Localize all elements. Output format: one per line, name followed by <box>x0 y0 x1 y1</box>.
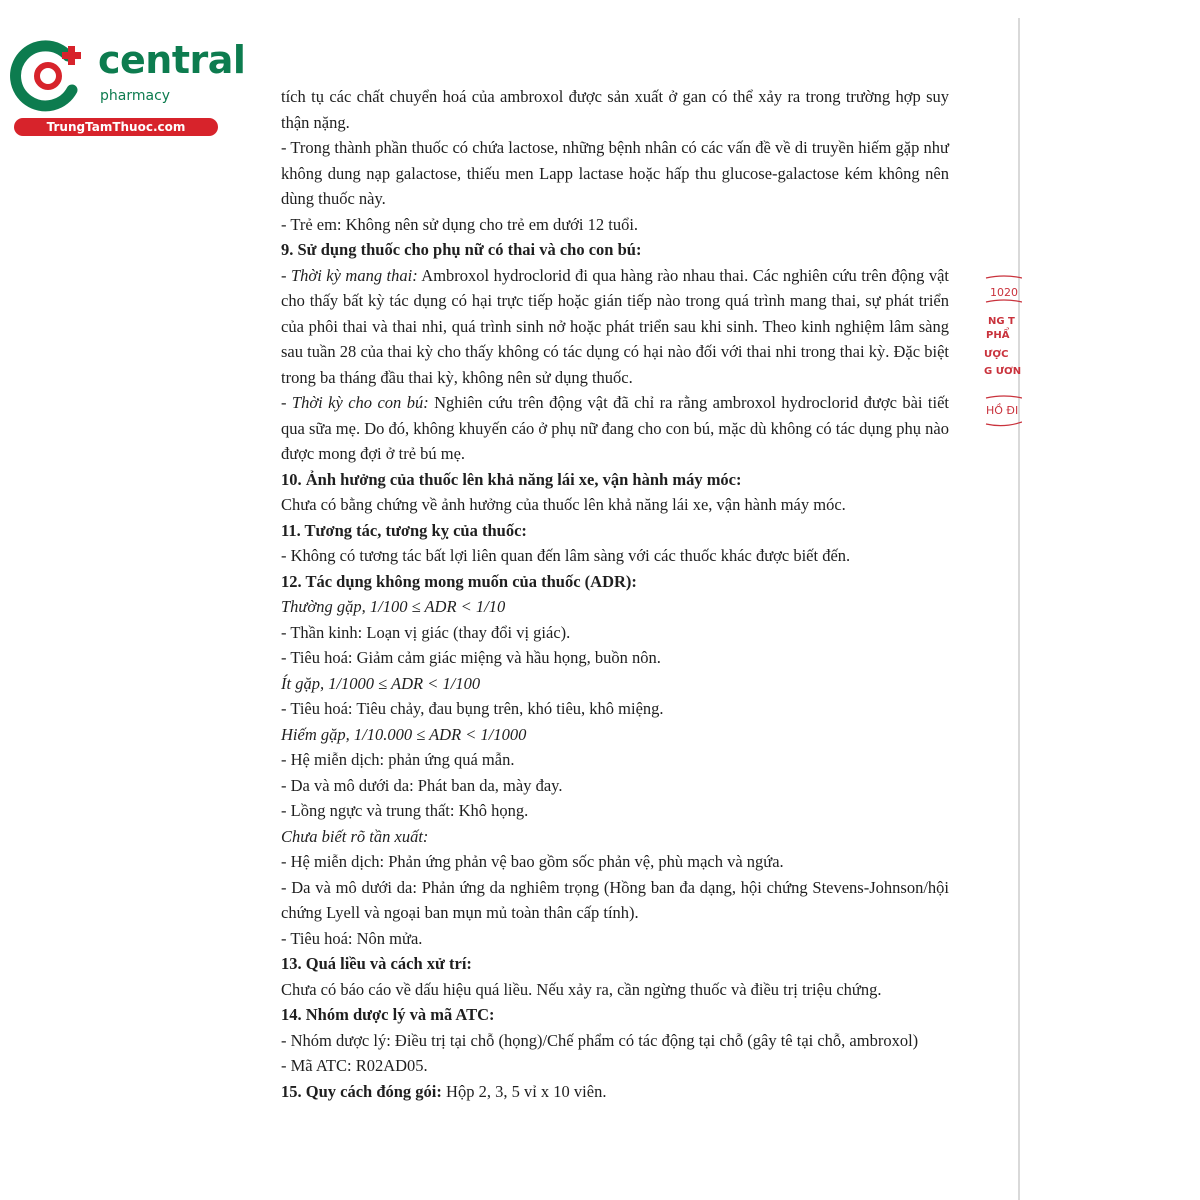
paragraph-label: - Thời kỳ cho con bú: <box>281 393 429 412</box>
list-item: - Tiêu hoá: Giảm cảm giác miệng và hầu họng, buồn nôn. <box>281 648 661 667</box>
paragraph-text: Ambroxol hydroclorid đi qua hàng rào nhau thai. Các nghiên cứu trên động vật cho thấy bất kỳ tác dụng có hại trực tiếp hoặc gián tiếp nào trong quá trình mang thai, sự phát triển của phôi thai và thai nhi, quá trình sinh nở hoặc phát triển sau khi sinh. Theo kinh nghiệm lâm sàng sau tuần 28 của thai kỳ cho thấy không có tác dụng có hại nào đối với thai nhi trong thai kỳ. Đặc biệt trong ba tháng đầu thai kỳ, không nên sử dụng thuốc. <box>281 265 949 387</box>
central-pharmacy-logo[interactable] <box>10 36 246 136</box>
packaging-text: Hộp 2, 3, 5 vỉ x 10 viên. <box>441 1081 607 1101</box>
section-heading: 11. Tương tác, tương kỵ của thuốc: <box>281 520 527 540</box>
logo-brand-name: central <box>98 38 246 82</box>
paragraph <box>281 263 949 391</box>
section-heading: 10. Ảnh hưởng của thuốc lên khả năng lái xe, vận hành máy móc: <box>281 469 742 489</box>
section-heading: 14. Nhóm dược lý và mã ATC: <box>281 1005 495 1024</box>
frequency-label: Chưa biết rõ tần xuất: <box>281 826 429 846</box>
logo-website: TrungTamThuoc.com <box>14 118 218 136</box>
svg-text:ƯỢC: ƯỢC <box>984 349 1009 360</box>
section-heading: 13. Quá liều và cách xử trí: <box>281 954 472 973</box>
paragraph-text: Nghiên cứu trên động vật đã chỉ ra rằng ambroxol hydroclorid được bài tiết qua sữa mẹ. Do đó, không khuyến cáo ở phụ nữ đang cho con bú, mặc dù không có tác dụng phụ nào được mong đợi ở trẻ bú mẹ. <box>281 393 949 463</box>
paragraph: tích tụ các chất chuyển hoá của ambroxol được sản xuất ở gan có thể xảy ra trong trường hợp suy thận nặng. <box>281 87 949 132</box>
section-heading: 12. Tác dụng không mong muốn của thuốc (ADR): <box>281 571 637 591</box>
red-stamp <box>982 272 1022 432</box>
svg-text:NG T: NG T <box>988 316 1015 327</box>
paragraph: Chưa có báo cáo về dấu hiệu quá liều. Nếu xảy ra, cần ngừng thuốc và điều trị triệu chứng. <box>281 979 882 999</box>
section-heading-label: 15. Quy cách đóng gói: <box>281 1081 442 1101</box>
list-item: - Nhóm dược lý: Điều trị tại chỗ (họng)/Chế phẩm có tác động tại chỗ (gây tê tại chỗ, ambroxol) <box>281 1030 919 1050</box>
paragraph <box>281 390 949 467</box>
logo-subtitle: pharmacy <box>100 88 171 104</box>
document-body <box>281 84 949 1104</box>
paragraph: - Trẻ em: Không nên sử dụng cho trẻ em dưới 12 tuổi. <box>281 214 639 234</box>
list-item: - Thần kinh: Loạn vị giác (thay đổi vị giác). <box>281 622 571 642</box>
paragraph: - Không có tương tác bất lợi liên quan đến lâm sàng với các thuốc khác được biết đến. <box>281 546 851 565</box>
list-item: - Da và mô dưới da: Phản ứng da nghiêm trọng (Hồng ban đa dạng, hội chứng Stevens-Johnson/hội chứng Lyell và ngoại ban mụn mủ toàn thân cấp tính). <box>281 877 949 922</box>
section-heading <box>281 1079 949 1105</box>
list-item: - Hệ miễn dịch: phản ứng quá mẫn. <box>281 750 515 769</box>
svg-text:HỒ ĐI: HỒ ĐI <box>986 404 1019 417</box>
svg-text:PHẨ: PHẨ <box>986 330 1010 341</box>
frequency-label: Thường gặp, 1/100 ≤ ADR < 1/10 <box>281 597 506 616</box>
list-item: - Hệ miễn dịch: Phản ứng phản vệ bao gồm sốc phản vệ, phù mạch và ngứa. <box>281 852 784 871</box>
list-item: - Tiêu hoá: Nôn mửa. <box>281 928 423 948</box>
paragraph: Chưa có bằng chứng về ảnh hưởng của thuốc lên khả năng lái xe, vận hành máy móc. <box>281 495 846 514</box>
frequency-label: Hiếm gặp, 1/10.000 ≤ ADR < 1/1000 <box>281 724 527 744</box>
svg-text:G ƯƠN: G ƯƠN <box>984 366 1022 377</box>
svg-text:1020: 1020 <box>990 286 1018 299</box>
list-item: - Lồng ngực và trung thất: Khô họng. <box>281 801 529 820</box>
list-item: - Mã ATC: R02AD05. <box>281 1056 428 1075</box>
list-item: - Da và mô dưới da: Phát ban da, mày đay. <box>281 775 563 795</box>
pharmacy-cross-logo-icon <box>10 38 88 114</box>
list-item: - Tiêu hoá: Tiêu chảy, đau bụng trên, khó tiêu, khô miệng. <box>281 699 664 718</box>
frequency-label: Ít gặp, 1/1000 ≤ ADR < 1/100 <box>281 673 481 693</box>
section-heading: 9. Sử dụng thuốc cho phụ nữ có thai và cho con bú: <box>281 240 642 259</box>
paragraph: - Trong thành phần thuốc có chứa lactose, những bệnh nhân có các vấn đề về di truyền hiếm gặp như không dung nạp galactose, thiếu men Lapp lactase hoặc hấp thu glucose-galactose kém không nên dùng thuốc này. <box>281 138 949 208</box>
paragraph-label: - Thời kỳ mang thai: <box>281 265 418 285</box>
page-edge <box>1018 18 1020 1200</box>
